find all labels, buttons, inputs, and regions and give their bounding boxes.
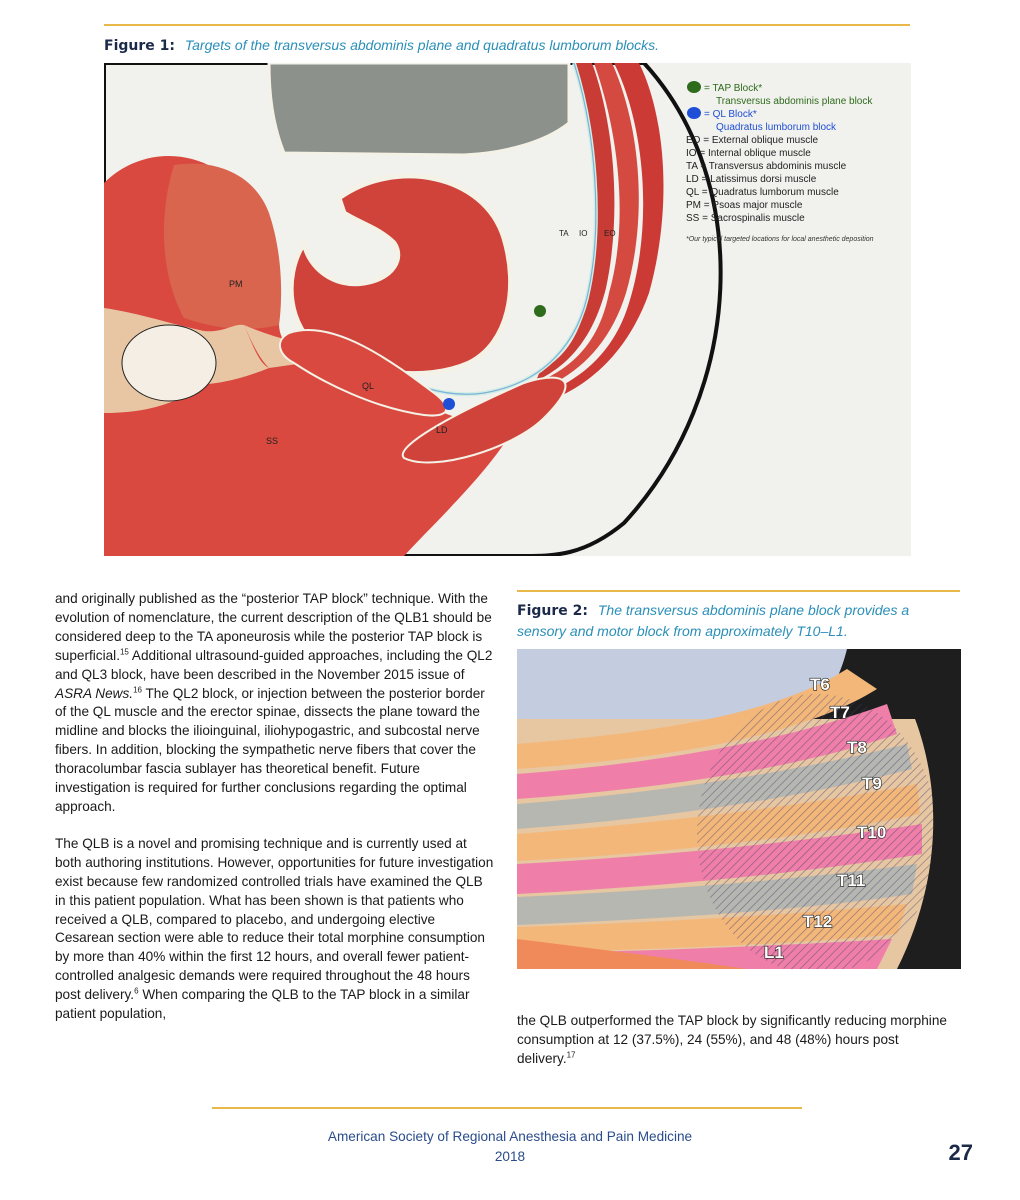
- label-ss: SS: [266, 436, 279, 446]
- label-eo: EO: [604, 229, 616, 238]
- figure1-label: Figure 1:: [104, 38, 175, 54]
- figure2-caption-text: The transversus abdominis plane block provides a sensory and motor block from approximately T10–L1.: [517, 602, 910, 639]
- legend-tap-line2: Transversus abdominis plane block: [716, 96, 873, 107]
- paragraph-2: [55, 835, 495, 1024]
- body-column-right: [517, 1012, 960, 1087]
- paragraph-3: [517, 1012, 960, 1069]
- label-ld: LD: [436, 425, 448, 435]
- p2-text-a: The QLB is a novel and promising technique and is currently used at both authoring institutions. However, opportunities for future investigation exist because few randomized controlled trials have examined the QLB in this patient population. What has been shown is that patients who received a QLB, compared to placebo, and undergoing elective Cesarean section were able to reduce their total morphine consumption by more than 40% within the first 12 hours, and overall fewer patient-controlled analgesic demands were required throughout the 48 hours post delivery.: [55, 835, 494, 1003]
- figure2-label: Figure 2:: [517, 603, 588, 619]
- ql-block-marker: [443, 398, 455, 410]
- dermatome-t7: T7: [830, 703, 850, 722]
- ref-17: 17: [566, 1050, 576, 1060]
- cross-section-illustration: [104, 63, 911, 556]
- footer-year: 2018: [494, 1149, 526, 1164]
- label-io: IO: [579, 229, 588, 238]
- figure1-top-rule: [104, 24, 910, 26]
- legend-ql: QL = Quadratus lumborum muscle: [686, 187, 839, 198]
- legend-ss: SS = Sacrospinalis muscle: [686, 213, 805, 224]
- footer: [0, 1127, 1020, 1167]
- legend-note: *Our typical targeted locations for local anesthetic deposition: [686, 236, 874, 243]
- p1-text-c: The QL2 block, or injection between the posterior border of the QL muscle and the erector spinae, dissects the plane toward the midline and blocks the ilioinguinal, iliohypogastric, and subcostal nerve fibers. In addition, blocking the sympathetic nerve fibers that cover the thoracolumbar fascia sublayer has theoretical benefit. Future investigation is required for further conclusions regarding the optimal approach.: [55, 685, 485, 814]
- footer-rule: [212, 1107, 802, 1109]
- legend-ta: TA = Transversus abdominis muscle: [686, 161, 847, 172]
- figure2-caption: [517, 600, 960, 641]
- dermatome-t9: T9: [862, 774, 882, 793]
- label-ta: TA: [559, 229, 569, 238]
- figure1-caption: [104, 35, 910, 56]
- legend-ql-line1: = QL Block*: [704, 109, 757, 120]
- legend-io: IO = Internal oblique muscle: [686, 148, 811, 159]
- label-pm: PM: [229, 279, 243, 289]
- p1-text-b: Additional ultrasound-guided approaches, including the QL2 and QL3 block, have been described in the November 2015 issue of: [55, 647, 493, 682]
- body-column-left: [55, 590, 495, 1042]
- legend-ql-line2: Quadratus lumborum block: [716, 122, 837, 133]
- vertebral-body: [122, 325, 216, 401]
- dermatome-t10: T10: [857, 823, 887, 842]
- legend-pm: PM = Psoas major muscle: [686, 200, 803, 211]
- dermatome-t11: T11: [837, 871, 866, 890]
- figure1-caption-text: Targets of the transversus abdominis plane and quadratus lumborum blocks.: [184, 37, 660, 53]
- ref-15: 15: [119, 647, 129, 657]
- dermatome-illustration: [517, 649, 961, 969]
- footer-org: American Society of Regional Anesthesia and Pain Medicine: [327, 1129, 693, 1144]
- paragraph-1: [55, 590, 495, 817]
- legend-tap-line1: = TAP Block*: [704, 83, 763, 94]
- legend-ql-dot: [687, 107, 701, 119]
- tap-block-marker: [534, 305, 546, 317]
- figure2-photo: [517, 649, 961, 969]
- p1-italic: ASRA News.: [55, 685, 134, 701]
- figure1-diagram: [104, 63, 911, 556]
- ref-16: 16: [133, 685, 142, 694]
- label-ql: QL: [362, 381, 375, 391]
- dermatome-t6: T6: [810, 675, 830, 694]
- dermatome-t12: T12: [803, 912, 833, 931]
- organ-gray: [269, 63, 569, 155]
- figure2-top-rule: [517, 590, 960, 592]
- figure1-legend: [686, 81, 874, 243]
- p2-text-b: When comparing the QLB to the TAP block in a similar patient population,: [55, 987, 470, 1022]
- dermatome-t8: T8: [847, 738, 867, 757]
- dermatome-l1: L1: [764, 943, 784, 962]
- p3-text: the QLB outperformed the TAP block by significantly reducing morphine consumption at 12 (37.5%), 24 (55%), and 48 (48%) hours post delivery.: [517, 1013, 947, 1066]
- page-number: 27: [948, 1140, 973, 1165]
- legend-eo: EO = External oblique muscle: [686, 135, 819, 146]
- legend-tap-dot: [687, 81, 701, 93]
- ref-6: 6: [134, 986, 139, 996]
- p1-text-a: and originally published as the “posterior TAP block” technique. With the evolution of nomenclature, the current description of the QLB1 should be considered deep to the TA aponeurosis while the posterior TAP block is superficial.: [55, 591, 492, 663]
- legend-ld: LD = Latissimus dorsi muscle: [686, 174, 817, 185]
